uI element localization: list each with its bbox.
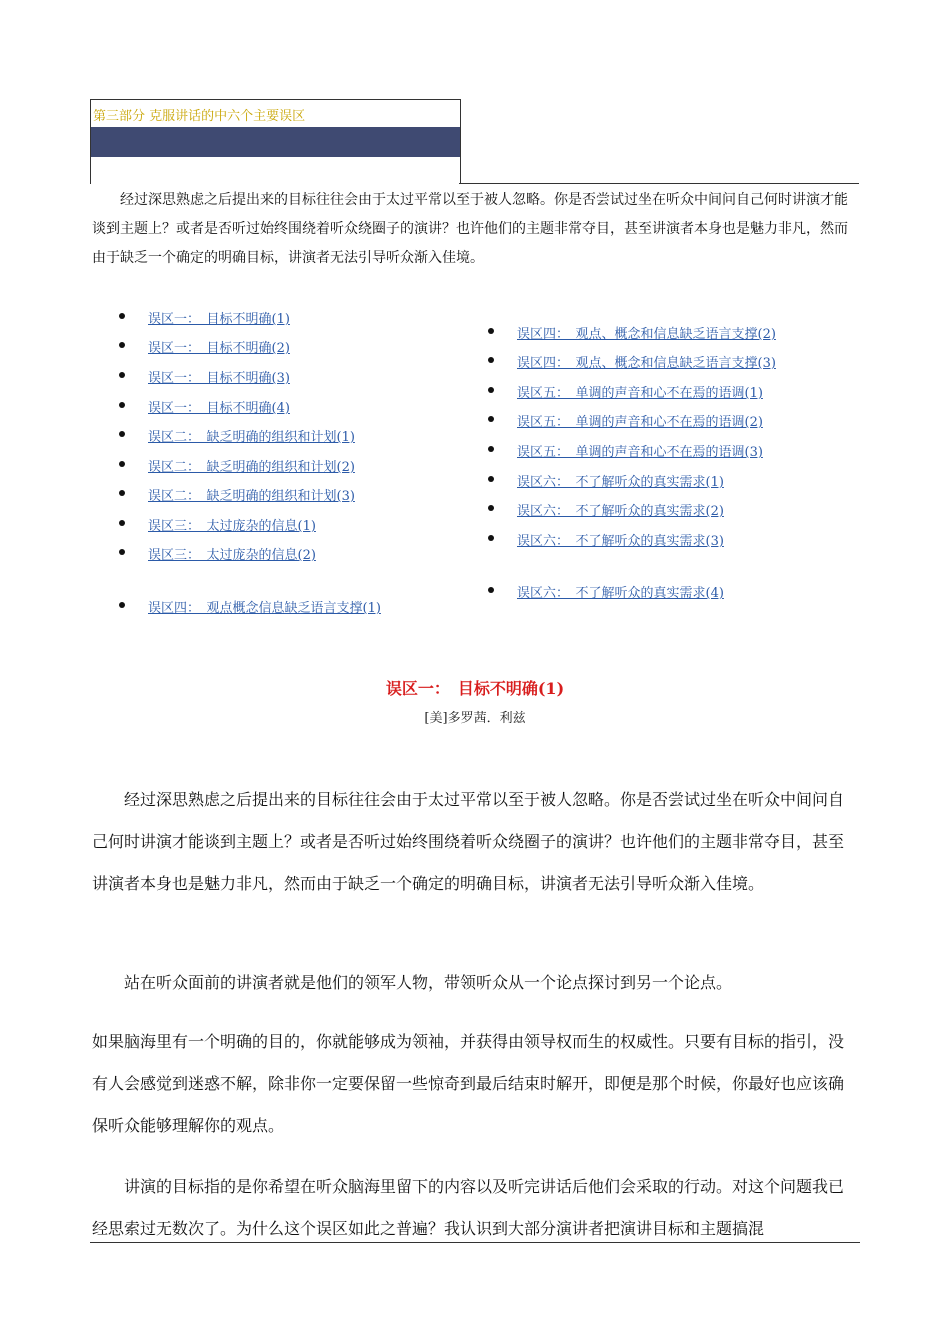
toc-item <box>148 367 290 386</box>
toc-link[interactable]: 误区一： 目标不明确(4) <box>148 401 290 416</box>
article-paragraph: 讲演的目标指的是你希望在听众脑海里留下的内容以及听完讲话后他们会采取的行动。对这个问题我已经思索过无数次了。为什么这个误区如此之普遍？我认识到大部分演讲者把演讲目标和主题搞混 <box>92 1177 845 1238</box>
toc-item <box>148 544 316 563</box>
page-bottom-rule <box>90 1242 860 1243</box>
article-paragraph: 如果脑海里有一个明确的目的，你就能够成为领袖，并获得由领导权而生的权威性。只要有目标的指引，没有人会感觉到迷惑不解，除非你一定要保留一些惊奇到最后结束时解开，即便是那个时候，你最好也应该确保听众能够理解你的观点。 <box>92 1032 845 1135</box>
bullet-icon <box>119 431 125 437</box>
toc-link[interactable]: 误区六： 不了解听众的真实需求(1) <box>517 475 724 490</box>
article-title: 误区一： 目标不明确(1) <box>385 679 565 698</box>
bullet-icon <box>488 535 494 541</box>
toc-item <box>148 308 290 327</box>
toc-item <box>517 382 763 401</box>
toc-item <box>517 352 776 371</box>
toc-link[interactable]: 误区五： 单调的声音和心不在焉的语调(2) <box>517 415 763 430</box>
toc-item <box>517 441 763 460</box>
bullet-icon <box>488 587 494 593</box>
intro-paragraph: 经过深思熟虑之后提出来的目标往往会由于太过平常以至于被人忽略。你是否尝试过坐在听众中间问自己何时讲演才能谈到主题上？或者是否听过始终围绕着听众绕圈子的演讲？也许他们的主题非常夺目，甚至讲演者本身也是魅力非凡，然而由于缺乏一个确定的明确目标，讲演者无法引导听众渐入佳境。 <box>92 192 848 266</box>
toc-item <box>517 411 763 430</box>
toc-link[interactable]: 误区六： 不了解听众的真实需求(3) <box>517 534 724 549</box>
toc-item <box>148 485 355 504</box>
bullet-icon <box>119 602 125 608</box>
bullet-icon <box>488 476 494 482</box>
toc-link[interactable]: 误区四： 观点、概念和信息缺乏语言支撑(2) <box>517 327 776 342</box>
toc-link[interactable]: 误区二： 缺乏明确的组织和计划(3) <box>148 489 355 504</box>
toc-item <box>148 597 381 616</box>
bullet-icon <box>488 357 494 363</box>
toc-item <box>148 337 290 356</box>
toc-link[interactable]: 误区四： 观点概念信息缺乏语言支撑(1) <box>148 601 381 616</box>
bullet-icon <box>119 461 125 467</box>
toc-link[interactable]: 误区三： 太过庞杂的信息(1) <box>148 519 316 534</box>
bullet-icon <box>119 313 125 319</box>
toc-link[interactable]: 误区五： 单调的声音和心不在焉的语调(3) <box>517 445 763 460</box>
toc-link[interactable]: 误区三： 太过庞杂的信息(2) <box>148 548 316 563</box>
toc-link[interactable]: 误区一： 目标不明确(2) <box>148 341 290 356</box>
toc-link[interactable]: 误区二： 缺乏明确的组织和计划(2) <box>148 460 355 475</box>
toc-item <box>148 397 290 416</box>
article-paragraph: 经过深思熟虑之后提出来的目标往往会由于太过平常以至于被人忽略。你是否尝试过坐在听众中间问自己何时讲演才能谈到主题上？或者是否听过始终围绕着听众绕圈子的演讲？也许他们的主题非常夺目，甚至讲演者本身也是魅力非凡，然而由于缺乏一个确定的明确目标，讲演者无法引导听众渐入佳境。 <box>92 790 845 893</box>
toc-item <box>517 500 724 519</box>
toc-link[interactable]: 误区五： 单调的声音和心不在焉的语调(1) <box>517 386 763 401</box>
bullet-icon <box>119 549 125 555</box>
bullet-icon <box>119 342 125 348</box>
bullet-icon <box>488 446 494 452</box>
bullet-icon <box>488 505 494 511</box>
toc-link[interactable]: 误区四： 观点、概念和信息缺乏语言支撑(3) <box>517 356 776 371</box>
divider <box>459 183 859 184</box>
bullet-icon <box>488 416 494 422</box>
bullet-icon <box>119 372 125 378</box>
toc-link[interactable]: 误区六： 不了解听众的真实需求(4) <box>517 586 724 601</box>
toc-item <box>517 471 724 490</box>
article-author: [美]多罗茜．利兹 <box>424 711 526 726</box>
toc-item <box>148 515 316 534</box>
section-title: 第三部分 克服讲话的中六个主要误区 <box>93 109 306 124</box>
toc-item <box>517 323 776 342</box>
bullet-icon <box>488 328 494 334</box>
article-paragraph: 站在听众面前的讲演者就是他们的领军人物，带领听众从一个论点探讨到另一个论点。 <box>124 973 733 992</box>
bullet-icon <box>119 520 125 526</box>
toc-item <box>148 426 355 445</box>
bullet-icon <box>119 490 125 496</box>
bullet-icon <box>488 387 494 393</box>
toc-item <box>517 582 724 601</box>
toc-item <box>517 530 724 549</box>
bullet-icon <box>119 402 125 408</box>
toc-link[interactable]: 误区二： 缺乏明确的组织和计划(1) <box>148 430 355 445</box>
toc-link[interactable]: 误区一： 目标不明确(1) <box>148 312 290 327</box>
header-bar <box>91 127 460 157</box>
toc-link[interactable]: 误区一： 目标不明确(3) <box>148 371 290 386</box>
section-header <box>90 99 461 184</box>
toc-item <box>148 456 355 475</box>
toc-link[interactable]: 误区六： 不了解听众的真实需求(2) <box>517 504 724 519</box>
